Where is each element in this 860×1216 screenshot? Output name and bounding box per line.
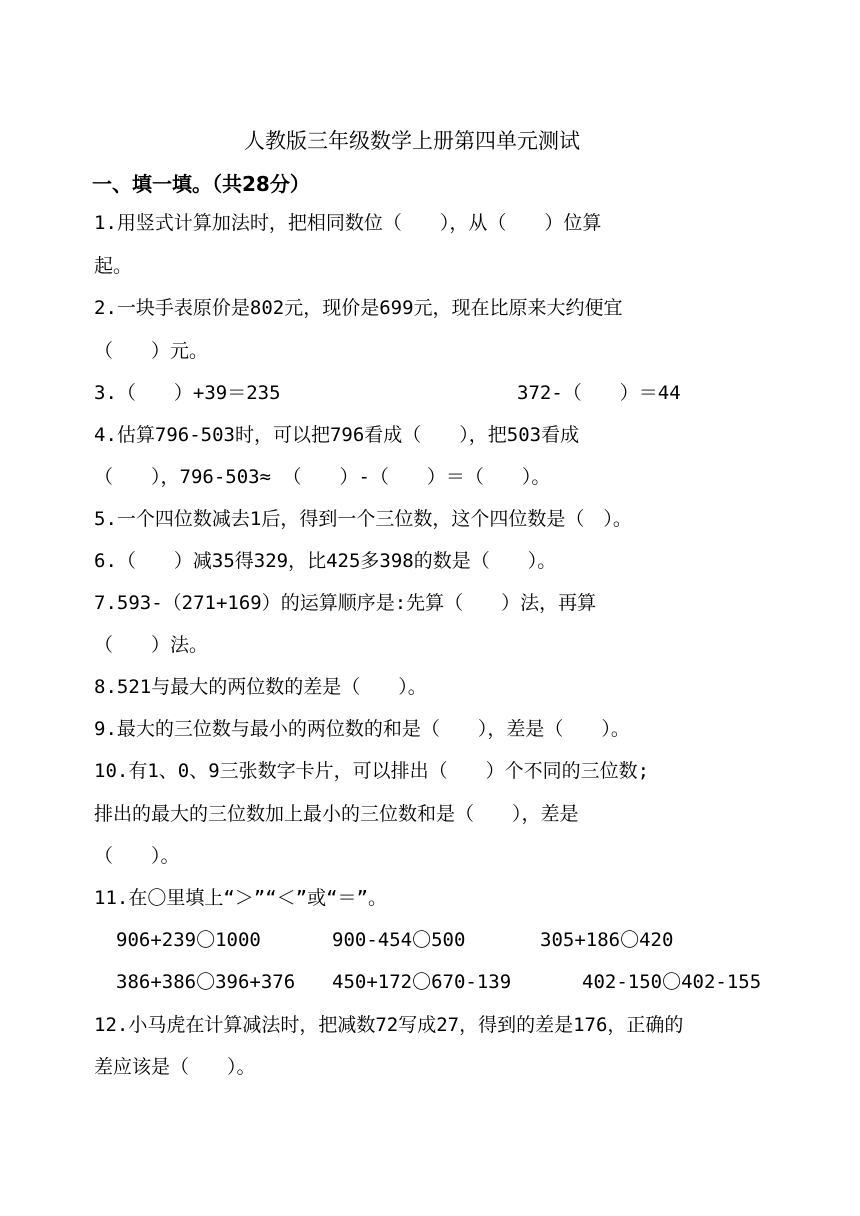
question-12-line-1: 12.小马虎在计算减法时，把减数72写成27，得到的差是176，正确的 (94, 1014, 684, 1036)
question-10-line-1: 10.有1、0、9三张数字卡片，可以排出（ ）个不同的三位数; (94, 760, 650, 782)
compare-item: 900-454〇500 (332, 929, 466, 951)
compare-item: 305+186〇420 (540, 929, 674, 951)
compare-item: 386+386〇396+376 (116, 971, 296, 993)
question-5-line-1: 5.一个四位数减去1后，得到一个三位数，这个四位数是（ ）。 (94, 508, 632, 530)
question-10-line-2: 排出的最大的三位数加上最小的三位数和是（ ），差是 (94, 803, 579, 825)
question-4-line-1: 4.估算796-503时，可以把796看成（ ），把503看成 (94, 424, 580, 446)
question-1-line-1: 1.用竖式计算加法时，把相同数位（ ），从（ ）位算 (94, 212, 602, 234)
question-8-line-1: 8.521与最大的两位数的差是（ ）。 (94, 676, 427, 698)
question-3-part-2: 372-（ ）＝44 (517, 382, 681, 404)
question-3-part-1: 3.（ ）+39＝235 (94, 382, 281, 404)
compare-item: 450+172〇670-139 (332, 971, 512, 993)
question-11-line-1: 11.在〇里填上“＞”“＜”或“＝”。 (94, 887, 387, 909)
compare-item: 906+239〇1000 (116, 929, 261, 951)
question-10-line-3: （ ）。 (94, 845, 180, 867)
question-1-line-2: 起。 (94, 255, 133, 277)
question-6-line-1: 6.（ ）减35得329，比425多398的数是（ ）。 (94, 550, 557, 572)
question-2-line-1: 2.一块手表原价是802元，现价是699元，现在比原来大约便宜 (94, 297, 623, 319)
question-12-line-2: 差应该是（ ）。 (94, 1056, 256, 1078)
page-title: 人教版三年级数学上册第四单元测试 (244, 129, 580, 153)
question-2-line-2: （ ）元。 (94, 340, 209, 362)
section-heading: 一、填一填。（共28分） (92, 172, 310, 196)
question-4-line-2: （ ），796-503≈ （ ）-（ ）＝（ ）。 (94, 466, 551, 488)
compare-item: 402-150〇402-155 (582, 971, 762, 993)
question-9-line-1: 9.最大的三位数与最小的两位数的和是（ ），差是（ ）。 (94, 718, 630, 740)
question-7-line-1: 7.593-（271+169）的运算顺序是:先算（ ）法，再算 (94, 592, 597, 614)
question-7-line-2: （ ）法。 (94, 634, 209, 656)
